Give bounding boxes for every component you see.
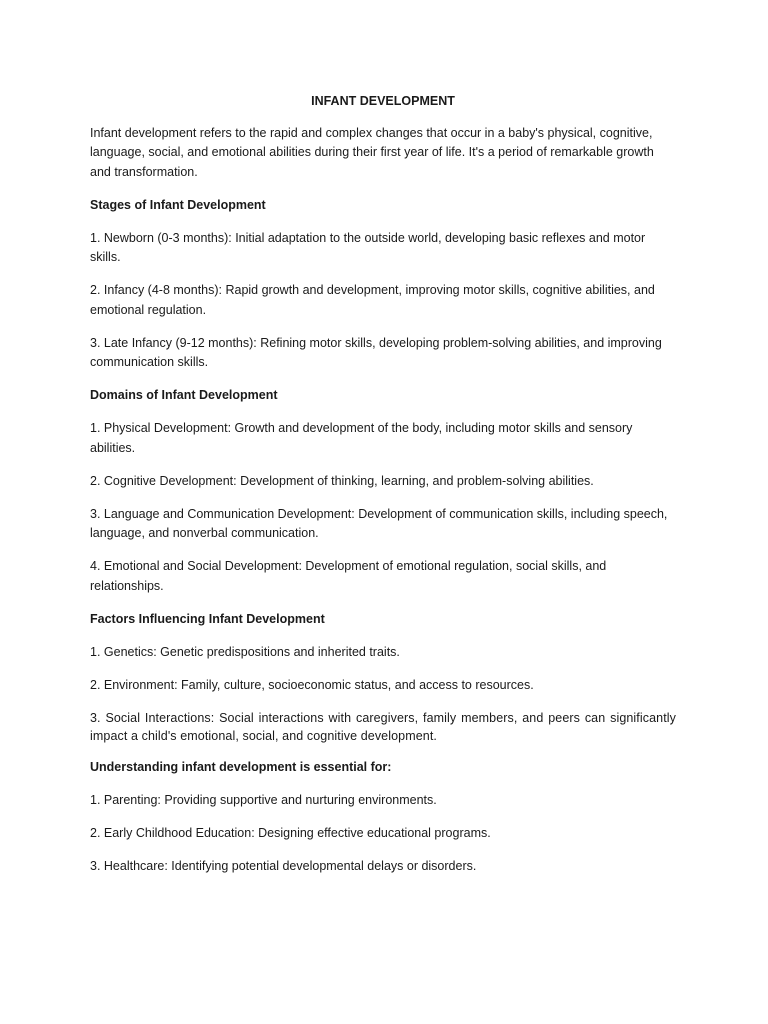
section-heading-stages: Stages of Infant Development [90,197,266,212]
list-item: 1. Physical Development: Growth and development of the body, including motor skills and sensory abilities. [90,421,633,455]
section-heading-essential: Understanding infant development is essential for: [90,760,392,774]
section-heading-factors: Factors Influencing Infant Development [90,611,325,626]
list-item: 3. Healthcare: Identifying potential developmental delays or disorders. [90,859,477,873]
list-item: 2. Environment: Family, culture, socioeconomic status, and access to resources. [90,677,534,692]
list-item: 3. Language and Communication Development: Development of communication skills, including speech, language, and nonverbal communication. [90,506,668,540]
list-item: 4. Emotional and Social Development: Development of emotional regulation, social skills, and relationships. [90,559,607,593]
document-title: INFANT DEVELOPMENT [311,94,455,108]
list-item: 2. Infancy (4-8 months): Rapid growth and development, improving motor skills, cognitive abilities, and emotional regulation. [90,283,655,317]
list-item: 1. Genetics: Genetic predispositions and inherited traits. [90,644,400,659]
document-page [90,92,676,890]
list-item: 3. Social Interactions: Social interactions with caregivers, family members, and peers can significantly impact a child's emotional, social, and cognitive development. [90,710,676,743]
list-item: 3. Late Infancy (9-12 months): Refining motor skills, developing problem-solving abilities, and improving communication skills. [90,335,662,369]
list-item: 2. Cognitive Development: Development of thinking, learning, and problem-solving abilities. [90,473,594,488]
list-item: 1. Newborn (0-3 months): Initial adaptation to the outside world, developing basic reflexes and motor skills. [90,230,646,264]
section-heading-domains: Domains of Infant Development [90,388,278,402]
list-item: 2. Early Childhood Education: Designing effective educational programs. [90,826,491,840]
intro-paragraph: Infant development refers to the rapid and complex changes that occur in a baby's physical, cognitive, language, social, and emotional abilities during their first year of life. It's a period of remarkable growth and transformation. [90,125,654,179]
list-item: 1. Parenting: Providing supportive and nurturing environments. [90,793,437,807]
